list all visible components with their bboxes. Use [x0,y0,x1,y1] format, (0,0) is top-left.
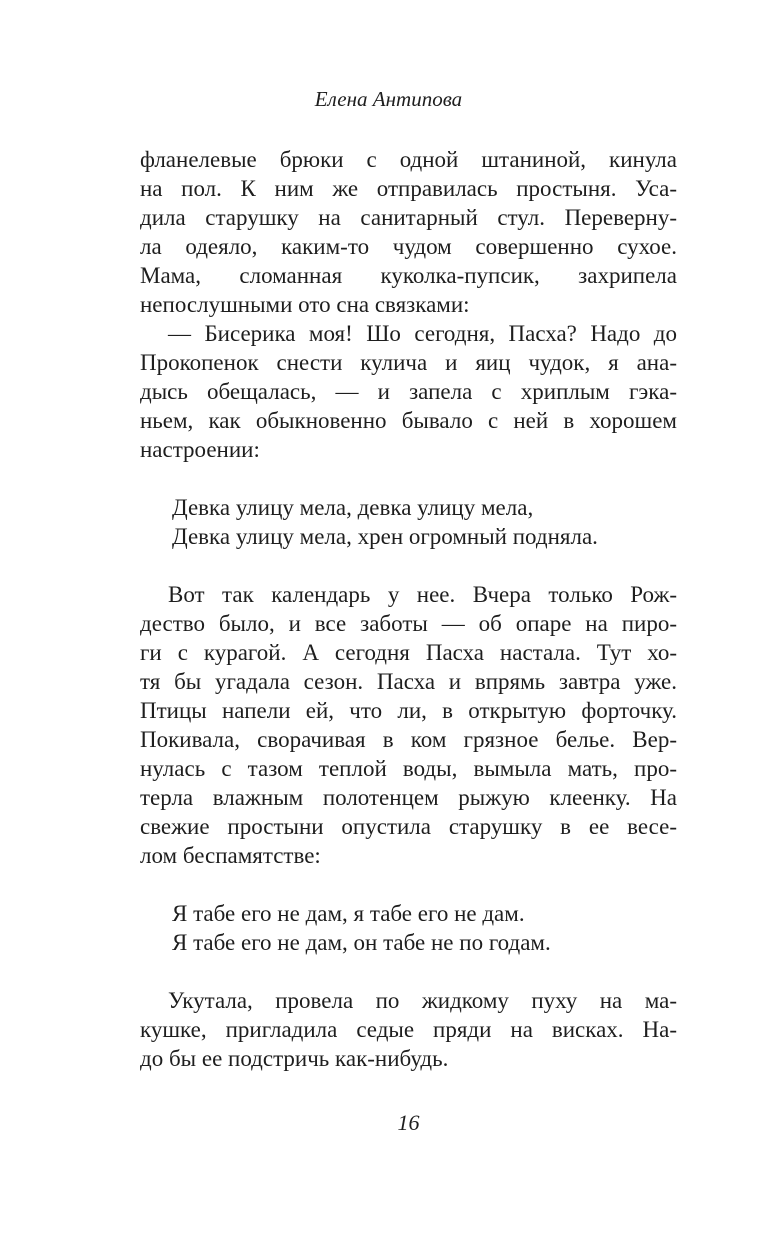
text-line: ла одеяло, каким-то чудом совершенно сухое. [140,234,677,259]
verse-block [172,493,677,551]
text-line: на пол. К ним же отправилась простыня. Уса- [140,176,677,201]
text-line: дество было, и все заботы — об опаре на пиро- [140,611,677,636]
page-number: 16 [397,1110,420,1135]
text-line: Девка улицу мела, хрен огромный подняла. [172,524,598,549]
text-line: терла влажным полотенцем рыжую клеенку. На [140,785,677,810]
text-line: Птицы напели ей, что ли, в открытую форточку. [140,698,677,723]
text-line: кушке, пригладила седые пряди на висках. На- [140,1017,677,1042]
paragraph [140,986,677,1073]
text-line: до бы ее подстричь как-нибудь. [140,1046,449,1071]
text-line: Прокопенок снести кулича и яиц чудок, я ана- [140,350,677,375]
verse-block [172,899,677,957]
text-line: ги с курагой. А сегодня Пасха настала. Тут хо- [140,640,677,665]
text-line: Покивала, сворачивая в ком грязное белье. Вер- [140,727,677,752]
text-line: Я табе его не дам, я табе его не дам. [172,901,525,926]
text-line: лом беспамятстве: [140,843,321,868]
text-line: — Бисерика моя! Шо сегодня, Пасха? Надо до [168,321,677,346]
text-line: тя бы угадала сезон. Пасха и впрямь завтра уже. [140,669,677,694]
text-line: Я табе его не дам, он табе не по годам. [172,930,551,955]
text-line: свежие простыни опустила старушку в ее весе- [140,814,677,839]
text-line: фланелевые брюки с одной штаниной, кинула [140,147,677,172]
text-line: Девка улицу мела, девка улицу мела, [172,495,534,520]
text-line: ньем, как обыкновенно бывало с ней в хорошем [140,408,677,433]
text-line: Вот так календарь у нее. Вчера только Рож- [168,582,677,607]
text-line: нулась с тазом теплой воды, вымыла мать, про- [140,756,677,781]
paragraph [140,145,677,319]
running-header: Елена Антипова [314,87,463,111]
text-block [140,145,677,1073]
text-line: настроении: [140,437,260,462]
paragraph [140,580,677,870]
paragraph [140,319,677,464]
text-line: непослушными ото сна связками: [140,292,470,317]
text-line: дысь обещалась, — и запела с хриплым гэка- [140,379,677,404]
text-line: Мама, сломанная куколка-пупсик, захрипела [140,263,677,288]
text-line: Укутала, провела по жидкому пуху на ма- [168,988,677,1013]
text-line: дила старушку на санитарный стул. Переверну- [140,205,677,230]
